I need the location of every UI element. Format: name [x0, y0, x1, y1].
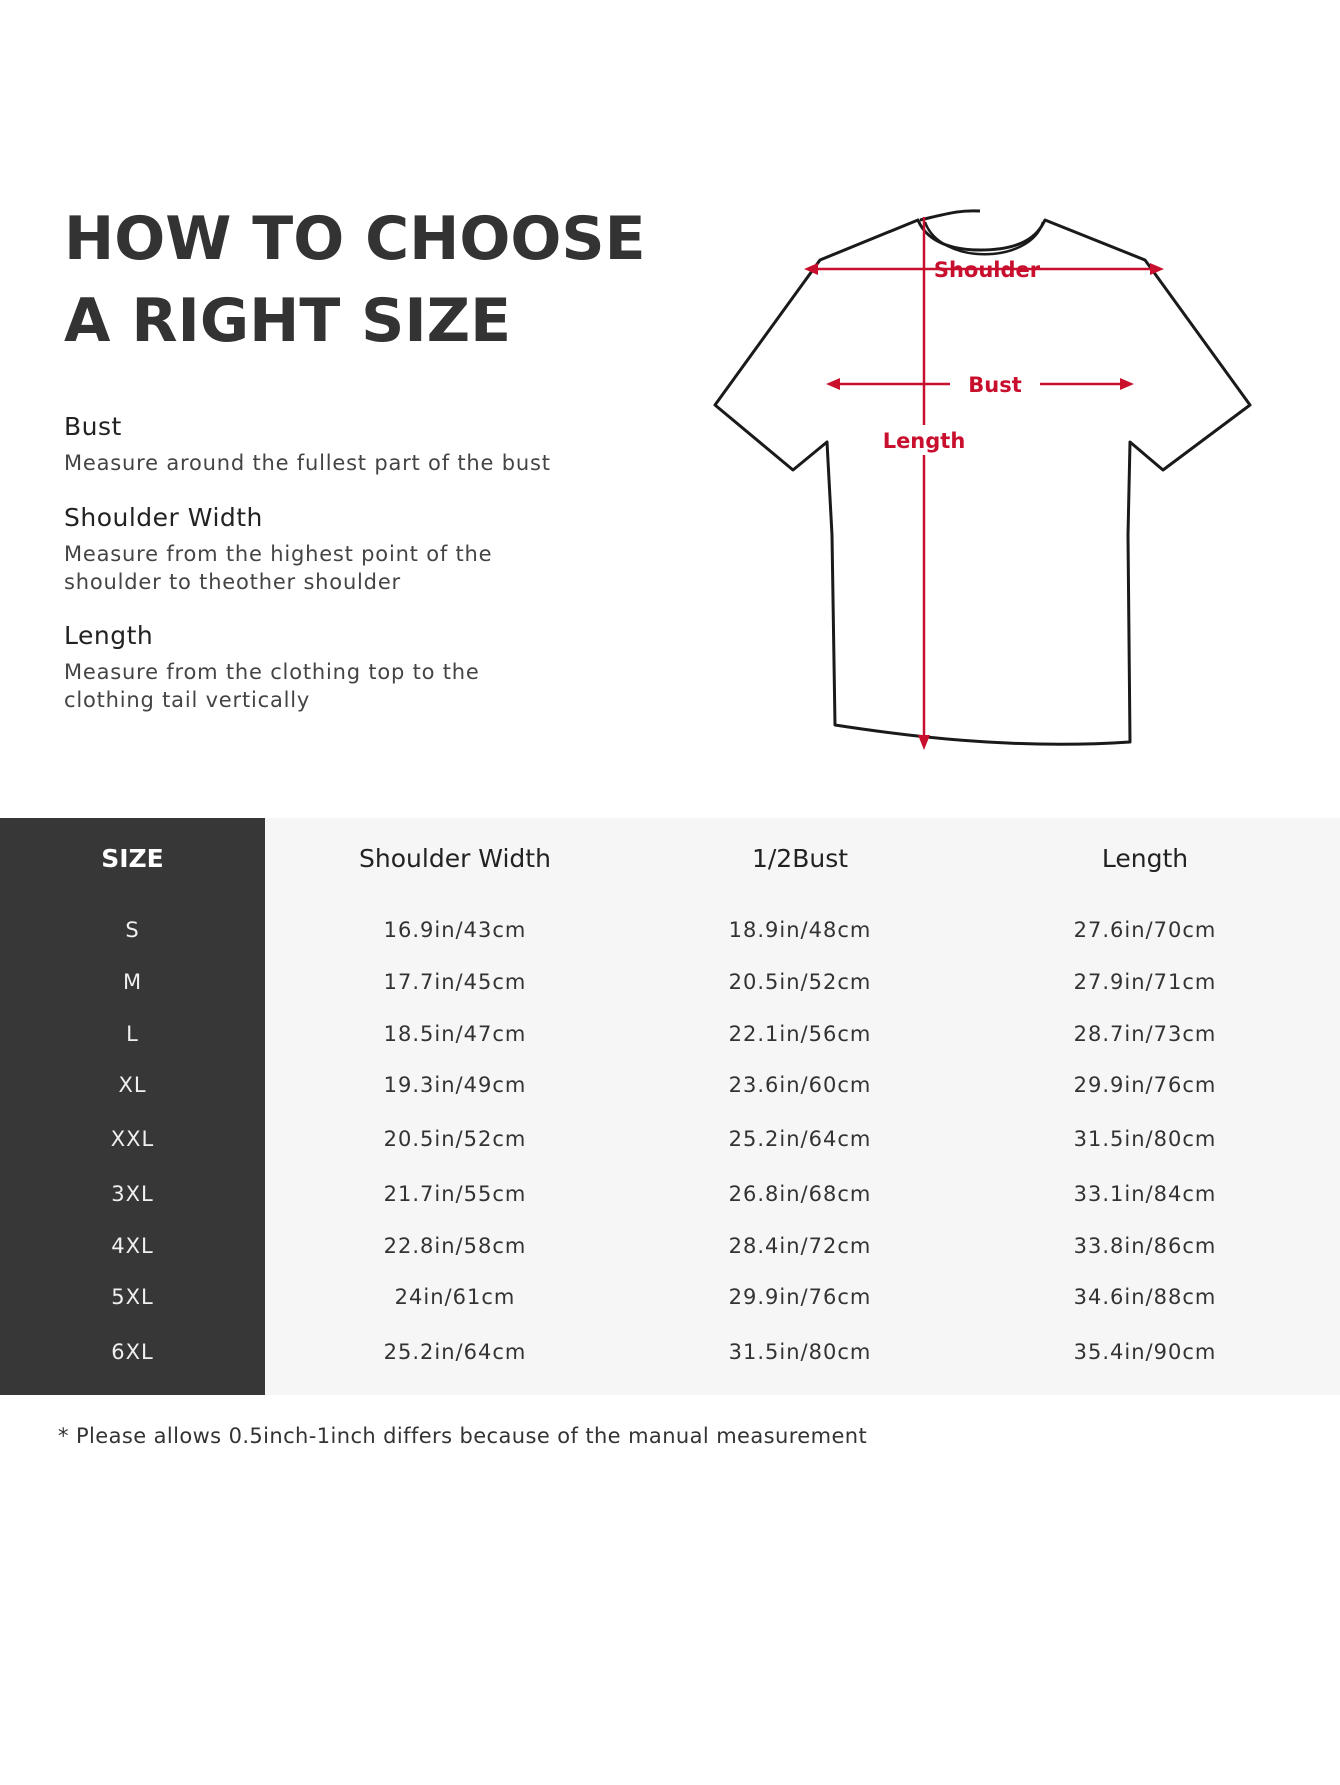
length-cell: 34.6in/88cm: [1073, 1285, 1217, 1309]
size-cell: XXL: [110, 1127, 155, 1151]
length-cell: 33.1in/84cm: [1073, 1182, 1217, 1206]
bust-cell: 31.5in/80cm: [728, 1340, 872, 1364]
bust-arrow-left: [826, 378, 840, 390]
guide-heading: Length: [64, 621, 154, 650]
guide-desc-line-1: Measure from the highest point of the: [64, 542, 493, 566]
length-cell: 27.9in/71cm: [1073, 970, 1217, 994]
length-cell: 35.4in/90cm: [1073, 1340, 1217, 1364]
bust-label: Bust: [968, 373, 1022, 397]
size-cell: S: [125, 918, 140, 942]
length-cell: 28.7in/73cm: [1073, 1022, 1217, 1046]
bust-arrow-right: [1120, 378, 1134, 390]
shoulder-cell: 21.7in/55cm: [383, 1182, 527, 1206]
bust-cell: 29.9in/76cm: [728, 1285, 872, 1309]
header-length: Length: [1101, 844, 1189, 873]
guide-shoulder-width: [64, 503, 624, 596]
guide-heading: Shoulder Width: [64, 503, 263, 532]
size-cell: L: [126, 1022, 139, 1046]
tshirt-outline: [715, 211, 1250, 744]
shoulder-cell: 20.5in/52cm: [383, 1127, 527, 1151]
title-line-2: A RIGHT SIZE: [64, 286, 512, 356]
length-arrow-bottom: [918, 735, 930, 750]
header-size: SIZE: [101, 844, 164, 873]
shoulder-arrow-right: [1150, 263, 1164, 275]
title-line-1: HOW TO CHOOSE: [64, 204, 646, 274]
guide-desc-line-2: shoulder to theother shoulder: [64, 570, 401, 594]
length-cell: 31.5in/80cm: [1073, 1127, 1217, 1151]
header-half-bust: 1/2Bust: [751, 844, 849, 873]
guide-desc: Measure around the fullest part of the bust: [64, 451, 551, 475]
measurement-note: * Please allows 0.5inch-1inch differs because of the manual measurement: [58, 1424, 868, 1448]
shoulder-cell: 19.3in/49cm: [383, 1073, 527, 1097]
shoulder-cell: 17.7in/45cm: [383, 970, 527, 994]
size-cell: M: [122, 970, 143, 994]
bust-cell: 18.9in/48cm: [728, 918, 872, 942]
guide-desc-line-2: clothing tail vertically: [64, 688, 311, 712]
header-shoulder-width: Shoulder Width: [359, 844, 551, 873]
shoulder-label: Shoulder: [933, 258, 1041, 282]
size-cell: 3XL: [111, 1182, 154, 1206]
bust-cell: 26.8in/68cm: [728, 1182, 872, 1206]
shoulder-cell: 24in/61cm: [394, 1285, 516, 1309]
length-cell: 33.8in/86cm: [1073, 1234, 1217, 1258]
size-cell: 6XL: [111, 1340, 154, 1364]
page-title: [64, 198, 646, 362]
bust-cell: 25.2in/64cm: [728, 1127, 872, 1151]
guide-desc-line-1: Measure from the clothing top to the: [64, 660, 480, 684]
tshirt-diagram: [700, 205, 1270, 765]
guide-heading: Bust: [64, 412, 122, 441]
length-cell: 29.9in/76cm: [1073, 1073, 1217, 1097]
bust-cell: 23.6in/60cm: [728, 1073, 872, 1097]
bust-cell: 22.1in/56cm: [728, 1022, 872, 1046]
shoulder-cell: 16.9in/43cm: [383, 918, 527, 942]
shoulder-cell: 18.5in/47cm: [383, 1022, 527, 1046]
guide-bust: [64, 412, 624, 477]
size-cell: 5XL: [111, 1285, 154, 1309]
length-cell: 27.6in/70cm: [1073, 918, 1217, 942]
shoulder-cell: 25.2in/64cm: [383, 1340, 527, 1364]
size-chart-table: [0, 818, 1340, 1395]
size-cell: 4XL: [111, 1234, 154, 1258]
shoulder-cell: 22.8in/58cm: [383, 1234, 527, 1258]
guide-length: [64, 621, 624, 714]
size-cell: XL: [118, 1073, 147, 1097]
bust-cell: 28.4in/72cm: [728, 1234, 872, 1258]
bust-cell: 20.5in/52cm: [728, 970, 872, 994]
length-label: Length: [882, 429, 966, 453]
